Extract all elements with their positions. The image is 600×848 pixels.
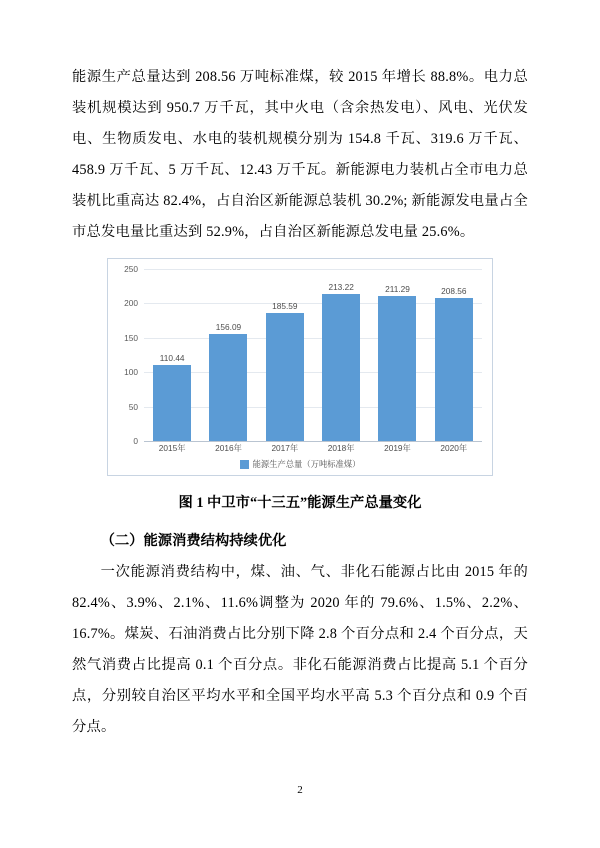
bar-value-label: 208.56 — [441, 285, 467, 296]
x-tick-label: 2019年 — [384, 443, 411, 453]
chart-x-axis — [144, 442, 482, 456]
bar — [153, 365, 191, 441]
y-tick-label: 100 — [124, 367, 138, 378]
x-tick-label: 2018年 — [327, 443, 355, 453]
bar-value-label: 213.22 — [328, 282, 354, 293]
y-tick-label: 150 — [124, 332, 138, 343]
figure-1-container — [72, 258, 528, 476]
bar — [378, 296, 416, 441]
y-tick-label: 50 — [128, 401, 138, 412]
bar — [435, 298, 473, 441]
y-tick-label: 200 — [124, 298, 138, 309]
x-tick-label: 2015年 — [158, 443, 186, 453]
x-tick-label: 2017年 — [271, 443, 299, 453]
bar-group — [261, 269, 309, 441]
chart-y-axis — [108, 264, 142, 446]
bar-group — [204, 269, 252, 441]
section-heading: （二）能源消费结构持续优化 — [100, 533, 287, 549]
chart-legend — [108, 458, 492, 470]
x-tick-label: 2016年 — [215, 443, 242, 453]
y-tick-label: 250 — [124, 264, 138, 274]
bar-group — [317, 269, 365, 441]
page-number: 2 — [297, 784, 303, 796]
bar — [322, 294, 360, 441]
bar — [266, 313, 304, 441]
bar-value-label: 156.09 — [215, 321, 242, 332]
bar-group — [373, 269, 421, 441]
bar — [209, 334, 247, 441]
chart-bars — [144, 269, 482, 441]
bar-value-label: 110.44 — [159, 352, 185, 363]
bar-group — [430, 269, 478, 441]
bar-group — [148, 269, 196, 441]
figure-caption: 图 1 中卫市“十三五”能源生产总量变化 — [178, 495, 422, 511]
legend-label: 能源生产总量（万吨标准煤） — [252, 459, 361, 469]
bar-value-label: 185.59 — [272, 301, 298, 312]
bar-chart — [107, 258, 493, 476]
bar-value-label: 211.29 — [385, 283, 410, 294]
paragraph-energy-production: 能源生产总量达到 208.56 万吨标准煤，较 2015 年增长 88.8%。电力总装机规模达到 950.7 万千瓦，其中火电（含余热发电）、风电、光伏发电、生物质发电、水电的装机规模分别为 154.8 千瓦、319.6 万千瓦、458.9 万千瓦、5 万千瓦、12.43 万千瓦。新能源电力装机占全市电力总装机比重高达 82.4%，占自治区新能源总装机 30.2%; 新能源发电量占全市总发电量比重达到 52.9%，占自治区新能源总发电量 25.6%。 — [72, 69, 528, 240]
x-tick-label: 2020年 — [440, 443, 468, 453]
legend-swatch-icon — [240, 460, 249, 469]
paragraph-energy-consumption: 一次能源消费结构中，煤、油、气、非化石能源占比由 2015 年的 82.4%、3.9%、2.1%、11.6%调整为 2020 年的 79.6%、1.5%、2.2%、16.7%。煤炭、石油消费占比分别下降 2.8 个百分点和 2.4 个百分点，天然气消费占比提高 0.1 个百分点。非化石能源消费占比提高 5.1 个百分点，分别较自治区平均水平和全国平均水平高 5.3 个百分点和 0.9 个百分点。 — [72, 564, 528, 735]
y-tick-label: 0 — [133, 436, 138, 446]
chart-plot-area — [144, 269, 482, 441]
